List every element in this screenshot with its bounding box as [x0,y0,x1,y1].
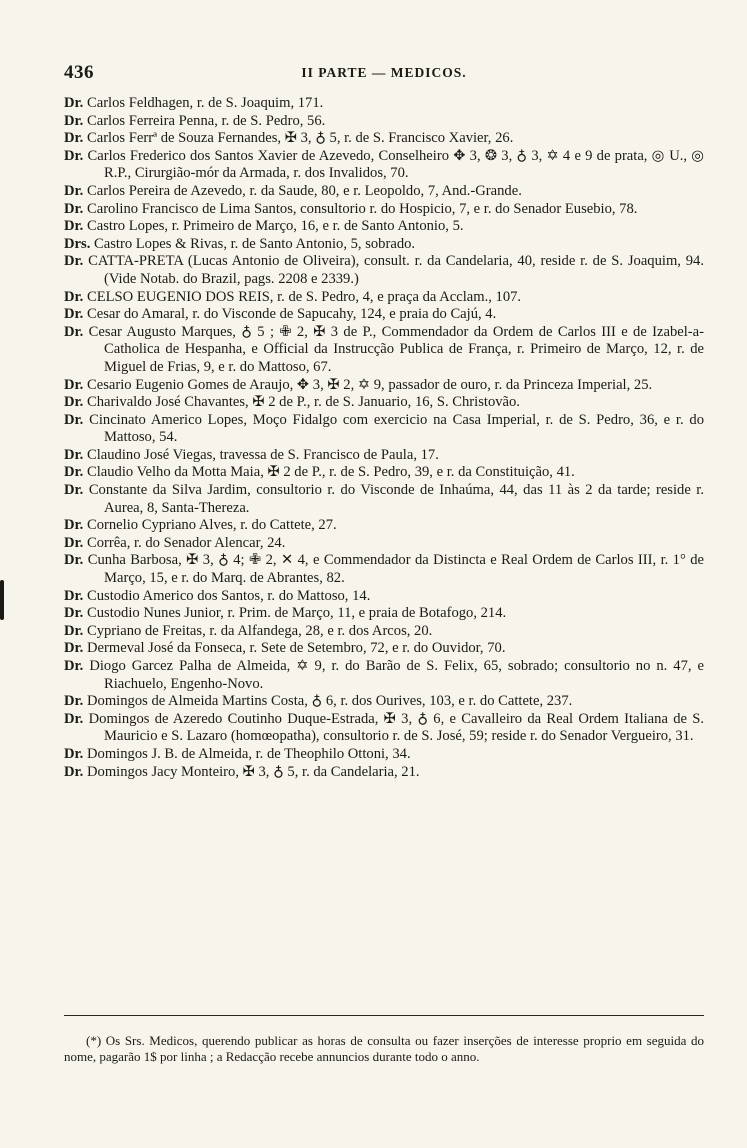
entry-title: Drs. [64,235,91,252]
entry-title: Dr. [64,376,84,393]
entry-title: Dr. [64,658,84,674]
section-title: II PARTE — MEDICOS. [301,65,467,80]
directory-entry [64,394,704,412]
directory-entry [64,130,704,148]
entry-text: Cornelio Cypriano Alves, r. do Cattete, 27. [86,517,337,534]
directory-entry [64,218,704,236]
entry-title: Dr. [64,112,84,129]
entry-title: Dr. [64,552,84,569]
entry-title: Dr. [64,693,84,710]
entry-title: Dr. [64,306,84,323]
entry-text: Carlos Ferrª de Souza Fernandes, ✠ 3, ♁ 5, r. de S. Francisco Xavier, 26. [86,130,514,147]
entry-text: Charivaldo José Chavantes, ✠ 2 de P., r. de S. Januario, 16, S. Christovão. [86,394,520,411]
entry-text: Cincinato Americo Lopes, Moço Fidalgo com exercicio na Casa Imperial, r. de S. Pedro, 36, e r. do Mattoso, 54. [89,411,704,446]
entry-text: Domingos de Almeida Martins Costa, ♁ 6, r. dos Ourives, 103, e r. do Cattete, 237. [86,693,573,710]
page-header [64,62,704,84]
entry-title: Dr. [64,182,84,199]
entry-title: Dr. [64,446,84,463]
entry-text: Carlos Pereira de Azevedo, r. da Saude, 80, e r. Leopoldo, 7, And.-Grande. [86,182,522,199]
entry-text: Cesar Augusto Marques, ♁ 5 ; ✙ 2, ✠ 3 de P., Commendador da Ordem de Carlos III e de Izabel-a-Catholica de Hespanha, e Official da Instrucção Publica de França, r. Primeiro de Março, 12, r. de Miguel de Frias, 9, e r. do Mattoso, 67. [88,323,704,375]
entry-text: Cesar do Amaral, r. do Visconde de Sapucahy, 124, e praia do Cajú, 4. [86,306,497,323]
directory-entry [64,412,704,447]
entry-title: Dr. [64,288,84,305]
entry-title: Dr. [64,745,84,762]
entry-title: Dr. [64,147,84,164]
directory-entry [64,148,704,183]
entry-title: Dr. [64,200,84,217]
entry-text: Cunha Barbosa, ✠ 3, ♁ 4; ✙ 2, ✕ 4, e Commendador da Distincta e Real Ordem de Carlos III, r. 1° de Março, 15, e r. do Marq. de Abrantes, 82. [87,552,705,587]
directory-entry [64,658,704,693]
directory-entry [64,324,704,377]
directory-entry [64,201,704,219]
entry-title: Dr. [64,464,84,481]
entry-text: Domingos de Azeredo Coutinho Duque-Estrada, ✠ 3, ♁ 6, e Cavalleiro da Real Ordem Italiana de S. Mauricio e S. Lazaro (homœopatha), consultorio r. de S. José, 59; reside r. do Senador Vergueiro, 31. [88,710,705,745]
entry-text: Custodio Americo dos Santos, r. do Mattoso, 14. [86,587,371,604]
entry-title: Dr. [64,411,84,428]
entry-text: Carlos Ferreira Penna, r. de S. Pedro, 56. [86,112,326,129]
entry-title: Dr. [64,95,84,111]
directory-entry [64,588,704,606]
entry-title: Dr. [64,218,84,235]
entry-title: Dr. [64,763,84,780]
footnote: (*) Os Srs. Medicos, querendo publicar as horas de consulta ou fazer inserções de interesse proprio em seguida do nome, pagarão 1$ por linha ; a Redacção recebe annuncios durante todo o anno. [64,1033,704,1065]
entry-text: Cesario Eugenio Gomes de Araujo, ✥ 3, ✠ 2, ✡ 9, passador de ouro, r. da Princeza Imperial, 25. [86,376,653,393]
entry-title: Dr. [64,710,84,727]
entry-title: Dr. [64,587,84,604]
directory-entry [64,95,704,113]
entry-title: Dr. [64,323,84,340]
directory-entry [64,552,704,587]
directory-entry [64,113,704,131]
directory-entry [64,623,704,641]
entry-text: Castro Lopes, r. Primeiro de Março, 16, e r. de Santo Antonio, 5. [86,218,464,235]
entry-text: Constante da Silva Jardim, consultorio r. do Visconde de Inhaúma, 44, das 11 às 2 da tarde; reside r. Aurea, 8, Santa-Thereza. [88,482,704,516]
entry-text: Corrêa, r. do Senador Alencar, 24. [86,534,286,551]
directory-entries [64,95,704,781]
entry-text: Carolino Francisco de Lima Santos, consultorio r. do Hospicio, 7, e r. do Senador Eusebio, 78. [86,200,638,217]
entry-text: CELSO EUGENIO DOS REIS, r. de S. Pedro, 4, e praça da Acclam., 107. [86,288,522,305]
entry-text: Carlos Feldhagen, r. de S. Joaquim, 171. [86,95,324,111]
entry-title: Dr. [64,482,84,499]
directory-entry [64,535,704,553]
directory-entry [64,605,704,623]
entry-text: Carlos Frederico dos Santos Xavier de Azevedo, Conselheiro ✥ 3, ❂ 3, ♁ 3, ✡ 4 e 9 de prata, ◎ U., ◎ R.P., Cirurgião-mór da Armada, r. dos Invalidos, 70. [87,147,704,182]
entry-text: Custodio Nunes Junior, r. Prim. de Março, 11, e praia de Botafogo, 214. [86,605,507,622]
directory-entry [64,236,704,254]
directory-entry [64,517,704,535]
entry-text: CATTA-PRETA (Lucas Antonio de Oliveira), consult. r. da Candelaria, 40, reside r. de S. Joaquim, 94. (Vide Notab. do Brazil, pags. 2208 e 2339.) [88,253,705,287]
entry-title: Dr. [64,394,84,411]
entry-title: Dr. [64,517,84,534]
entry-text: Cypriano de Freitas, r. da Alfandega, 28, e r. dos Arcos, 20. [86,622,433,639]
directory-entry [64,447,704,465]
entry-title: Dr. [64,640,84,657]
directory-entry [64,746,704,764]
entry-text: Diogo Garcez Palha de Almeida, ✡ 9, r. do Barão de S. Felix, 65, sobrado; consultorio no n. 47, e Riachuelo, Engenho-Novo. [89,658,704,692]
page-number: 436 [64,62,94,83]
directory-entry [64,482,704,517]
entry-text: Dermeval José da Fonseca, r. Sete de Setembro, 72, e r. do Ouvidor, 70. [86,640,506,657]
entry-text: Domingos J. B. de Almeida, r. de Theophilo Ottoni, 34. [86,745,411,762]
directory-entry [64,253,704,288]
binding-mark [0,580,4,620]
entry-text: Claudino José Viegas, travessa de S. Francisco de Paula, 17. [86,446,439,463]
footnote-divider [64,1015,704,1016]
entry-text: Claudio Velho da Motta Maia, ✠ 2 de P., r. de S. Pedro, 39, e r. da Constituição, 41. [86,464,575,481]
directory-entry [64,711,704,746]
directory-entry [64,640,704,658]
entry-title: Dr. [64,605,84,622]
entry-title: Dr. [64,253,84,270]
directory-entry [64,306,704,324]
directory-entry [64,183,704,201]
entry-title: Dr. [64,534,84,551]
entry-text: Domingos Jacy Monteiro, ✠ 3, ♁ 5, r. da Candelaria, 21. [86,763,420,780]
entry-title: Dr. [64,130,84,147]
directory-entry [64,464,704,482]
entry-title: Dr. [64,622,84,639]
directory-entry [64,289,704,307]
entry-text: Castro Lopes & Rivas, r. de Santo Antonio, 5, sobrado. [94,235,416,252]
directory-entry [64,764,704,782]
directory-entry [64,377,704,395]
directory-entry [64,693,704,711]
